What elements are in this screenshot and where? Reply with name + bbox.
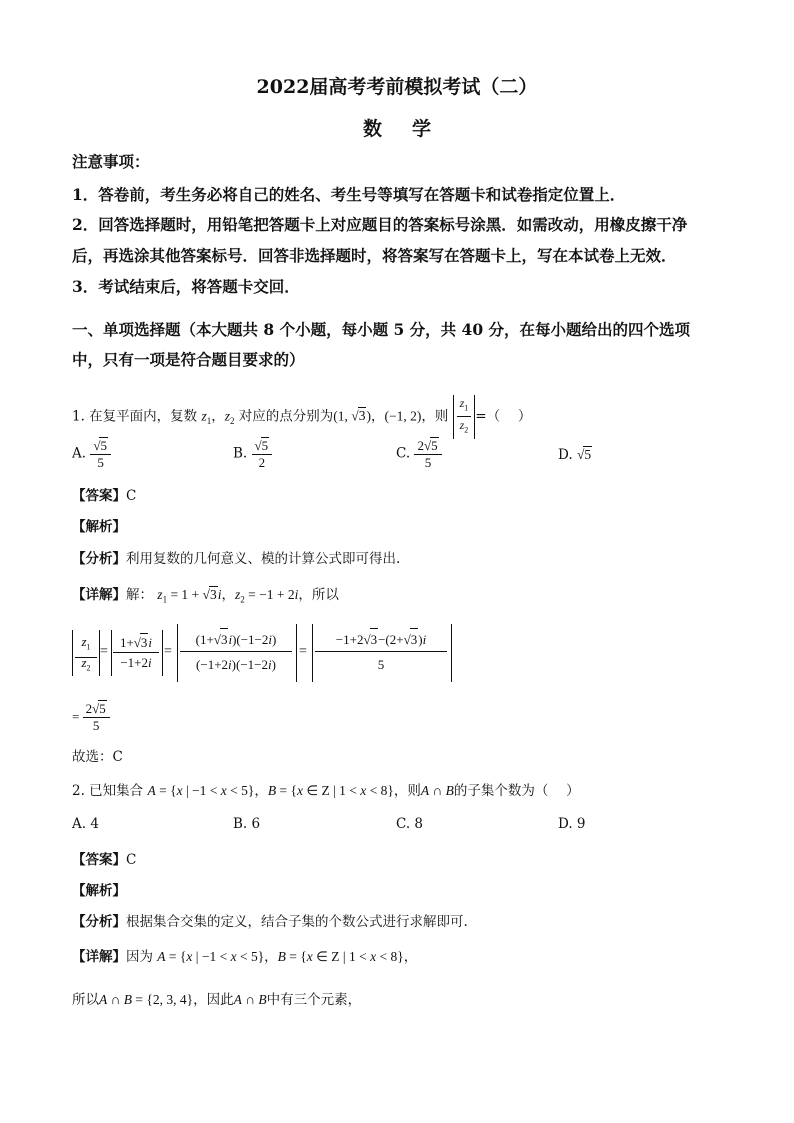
q2-stem-prefix: 2. 已知集合 xyxy=(72,783,144,799)
q2-answer-tag: 【答案】 xyxy=(72,852,126,868)
q2-option-b: B. 6 xyxy=(233,816,261,832)
q1-answer-value: C xyxy=(126,488,137,504)
q1-option-c-label: C. xyxy=(396,445,411,462)
q1-conclusion: 故选：C xyxy=(72,749,123,765)
q2-detail: 【详解】因为 A = {x | −1 < x < 5}，B = {x ∈ Z | 1 < x < 8}， xyxy=(72,949,418,965)
q2-analysis-tag: 【解析】 xyxy=(72,883,126,899)
notice-item-2b: 后，再选涂其他答案标号．回答非选择题时，将答案写在答题卡上，写在本试卷上无效． xyxy=(72,246,677,265)
notice-item-3: 3．考试结束后，将答题卡交回． xyxy=(72,277,300,296)
q2-last-line: 所以A ∩ B = {2, 3, 4}，因此A ∩ B中有三个元素， xyxy=(72,992,362,1008)
notice-heading: 注意事项： xyxy=(72,152,150,171)
q1-detail: 【详解】解： $z_1 = 1 + √3i$，$z_2 = -1 + 2i$，所以 xyxy=(72,587,339,605)
q1-stem-suffix: =（ ） xyxy=(475,408,532,425)
q1-option-a-label: A. xyxy=(72,445,87,462)
q2-detail-tag: 【详解】 xyxy=(72,949,126,965)
q1-stem-mid: 对应的点分别为 xyxy=(238,408,334,425)
q2-option-d: D. 9 xyxy=(558,816,586,832)
notice-item-1: 1．答卷前，考生务必将自己的姓名、考生号等填写在答题卡和试卷指定位置上． xyxy=(72,185,626,204)
q2-fenxi xyxy=(72,910,468,930)
notice-item-2a: 2．回答选择题时，用铅笔把答题卡上对应题目的答案标号涂黑．如需改动，用橡皮擦干净 xyxy=(72,215,688,234)
q2-option-a: A. 4 xyxy=(72,816,99,832)
q2-detail-intro: 因为 xyxy=(126,949,153,965)
q1-answer-tag: 【答案】 xyxy=(72,488,126,504)
q2-detail-comma: ， xyxy=(403,949,418,965)
q2-fenxi-tag: 【分析】 xyxy=(72,914,126,930)
q1-option-d: D. √5 xyxy=(558,447,592,463)
q1-detail-tag: 【详解】 xyxy=(72,587,126,603)
q2-stem-suffix: 的子集个数为（ ） xyxy=(453,783,580,799)
q2-fenxi-text: 根据集合交集的定义，结合子集的个数公式进行求解即可. xyxy=(126,914,468,930)
q1-analysis-tag: 【解析】 xyxy=(72,519,126,535)
q1-fenxi xyxy=(72,547,400,567)
section-heading-line2: 中，只有一项是符合题目要求的） xyxy=(72,350,305,369)
q1-stem-then: ，则 xyxy=(421,408,449,425)
q1-option-b: B. $\frac{√5}{2}$ xyxy=(233,437,272,471)
q2-last-prefix: 所以 xyxy=(72,992,99,1008)
q2-answer xyxy=(72,848,136,868)
q1-option-c: C. $\frac{2√5}{5}$ xyxy=(396,437,442,471)
q2-option-c: C. 8 xyxy=(396,816,424,832)
subject-title: 数学 xyxy=(362,118,461,140)
q1-answer xyxy=(72,484,136,504)
q1-stem: 1. 在复平面内，复数 $z_1$，$z_2$ 对应的点分别为(1, √3)，(−1, 2)，则 $\frac{z_1}{z_2}$ =（ ） xyxy=(72,395,531,439)
q1-detail-intro: 解： xyxy=(126,587,153,603)
q2-last-therefore: ，因此 xyxy=(193,992,234,1008)
q2-stem-then: ，则 xyxy=(393,783,421,799)
q2-answer-value: C xyxy=(126,852,137,868)
q1-option-b-label: B. xyxy=(233,445,248,462)
q1-option-a: A. $\frac{√5}{5}$ xyxy=(72,437,111,471)
q1-fenxi-tag: 【分析】 xyxy=(72,551,126,567)
q1-fenxi-text: 利用复数的几何意义、模的计算公式即可得出. xyxy=(126,551,401,567)
q1-stem-prefix: 1. 在复平面内，复数 xyxy=(72,408,198,425)
section-heading-line1: 一、单项选择题（本大题共 8 个小题，每小题 5 分，共 40 分，在每小题给出的四个选项 xyxy=(72,320,691,339)
q1-detail-so: ，所以 xyxy=(298,587,339,603)
q2-stem: 2. 已知集合 A = {x | −1 < x < 5}，B = {x ∈ Z | 1 < x < 8}，则A ∩ B的子集个数为（ ） xyxy=(72,783,580,799)
q1-option-d-label: D. xyxy=(558,447,573,463)
q1-result: = $\frac{2√5}{5}$ xyxy=(72,700,110,734)
page-title: 2022届高考考前模拟考试（二） xyxy=(256,76,538,98)
q2-last-suffix: 中有三个元素， xyxy=(266,992,362,1008)
